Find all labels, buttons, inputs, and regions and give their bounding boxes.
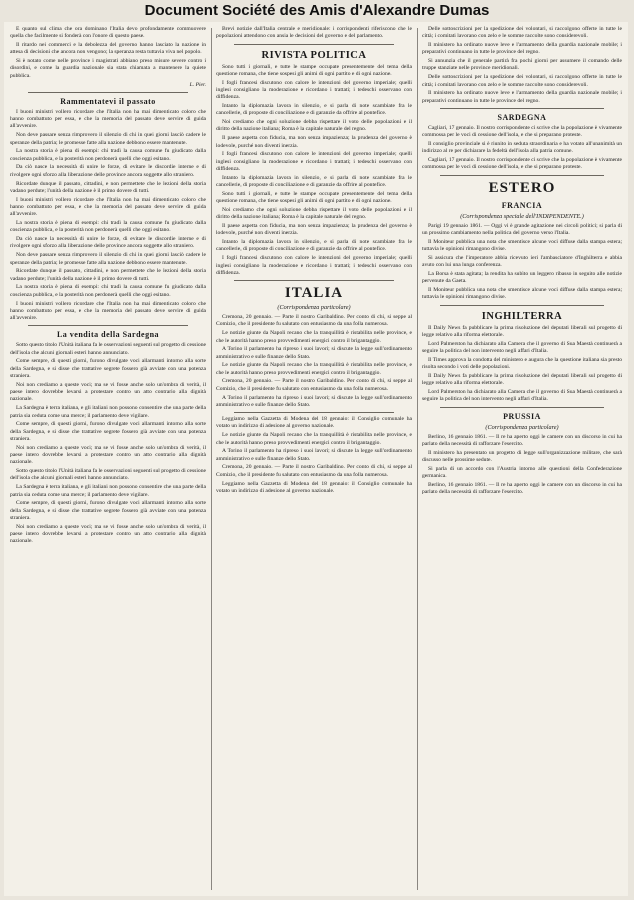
separator bbox=[440, 407, 604, 408]
section-subtitle: (Corrispondenza particolare) bbox=[277, 304, 351, 312]
section-heading: ITALIA bbox=[284, 285, 344, 302]
paragraph: La nostra storia è piena di esempi: chi tradì la causa comune fu giudicato dalla coscienza pubblica, e la posterità non perdonerà quelli che oggi esitano. bbox=[10, 148, 206, 162]
paragraph: Si assicura che l'imperatore abbia ricevuto ieri l'ambasciatore d'Inghilterra e abbia avuto con lui una lunga conferenza. bbox=[422, 254, 622, 269]
separator bbox=[234, 280, 394, 281]
paragraph: Intanto la diplomazia lavora in silenzio, e si parla di note scambiate fra le cancellerie, di proposte di conciliazione e di garanzie da offrire al pontefice. bbox=[216, 103, 412, 117]
paragraph: Parigi 19 gennaio 1861. — Oggi vi è grande agitazione nei circoli politici; si parla di un prossimo cambiamento nella politica del governo verso l'Italia. bbox=[422, 222, 622, 237]
paragraph: Intanto la diplomazia lavora in silenzio, e si parla di note scambiate fra le cancellerie, di proposte di conciliazione e di garanzie da offrire al pontefice. bbox=[216, 174, 412, 189]
paragraph: Il paese aspetta con fiducia, ma non senza impazienza; la prudenza del governo è lodevole, purché non diventi inerzia. bbox=[216, 135, 412, 149]
separator bbox=[28, 92, 188, 93]
paragraph: Sotto questo titolo l'Unità italiana fa le osservazioni seguenti sul progetto di cessione dell'isola che alcuni giornali esteri hanno annunciato. bbox=[10, 342, 206, 356]
paragraph: Leggiamo nella Gazzetta di Modena del 18 gennaio: il Consiglio comunale ha votato un indirizzo di adesione al governo nazionale. bbox=[216, 480, 412, 494]
paragraph: A Torino il parlamento ha ripreso i suoi lavori; si discute la legge sull'ordinamento amministrativo e sulle finanze dello Stato. bbox=[216, 448, 412, 462]
paragraph: I fogli francesi discutono con calore le intenzioni del governo imperiale; quelli inglesi consigliano la moderazione e ricordano i trattati; i tedeschi osservano con diffidenza. bbox=[216, 255, 412, 276]
paragraph: Le notizie giunte da Napoli recano che la tranquillità è ristabilita nelle province, e che le autorità hanno preso provvedimenti energici contro il brigantaggio. bbox=[216, 362, 412, 376]
separator bbox=[440, 305, 604, 306]
article-signature: L. Pier. bbox=[189, 81, 206, 88]
paragraph: Ricordate dunque il passato, cittadini, e non permettete che le lezioni della storia vadano perdute; l'unità della nazione è il primo dovere di tutti. bbox=[10, 180, 206, 194]
paragraph: Il ministero ha presentato un progetto di legge sull'organizzazione militare, che sarà discusso nelle prossime sedute. bbox=[422, 449, 622, 464]
section-heading: ESTERO bbox=[488, 179, 556, 196]
paragraph: Come sempre, di questi giorni, furono divulgate voci allarmanti intorno alla sorte della Sardegna, e si disse che trattative segrete fossero già avviate con una potenza straniera. bbox=[10, 421, 206, 442]
separator bbox=[440, 108, 604, 109]
section-heading: La vendita della Sardegna bbox=[56, 330, 160, 340]
paragraph: La nostra storia è piena di esempi: chi tradì la causa comune fu giudicato dalla coscienza pubblica, e la posterità non perdonerà quelli che oggi esitano. bbox=[10, 220, 206, 234]
newspaper-page bbox=[4, 22, 628, 896]
paragraph: Si annunzia che il generale partirà fra pochi giorni per assumere il comando delle truppe stanziate nelle province meridionali. bbox=[422, 58, 622, 72]
separator bbox=[234, 412, 394, 413]
document-header: Document Société des Amis d'Alexandre Dumas bbox=[144, 2, 490, 19]
paragraph: Le notizie giunte da Napoli recano che la tranquillità è ristabilita nelle province, e che le autorità hanno preso provvedimenti energici contro il brigantaggio. bbox=[216, 330, 412, 344]
separator bbox=[234, 44, 394, 45]
paragraph: Non deve passare senza rimprovero il silenzio di chi in quei giorni lasciò cadere le speranze della patria; le promesse fatte alla nazione debbono essere mantenute. bbox=[10, 252, 206, 266]
paragraph: Cremona, 20 gennaio. — Parte il nostro Garibaldino. Per conto di chi, si seppe al Comizio, che il presidente fu salutato con entusiasmo da una folla numerosa. bbox=[216, 378, 412, 392]
paragraph: I fogli francesi discutono con calore le intenzioni del governo imperiale; quelli inglesi consigliano la moderazione e ricordano i trattati; i tedeschi osservano con diffidenza. bbox=[216, 151, 412, 172]
paragraph: Ricordate dunque il passato, cittadini, e non permettete che le lezioni della storia vadano perdute; l'unità della nazione è il primo dovere di tutti. bbox=[10, 268, 206, 282]
paragraph: Noi crediamo che ogni soluzione debba rispettare il voto delle popolazioni e il diritto della nazione italiana; Roma è la capitale naturale del regno. bbox=[216, 119, 412, 133]
separator bbox=[440, 175, 604, 176]
paragraph: Brevi notizie dall'Italia centrale e meridionale: i corrispondenti riferiscono che le popolazioni attendono con ansia le decisioni del governo e del parlamento. bbox=[216, 26, 412, 40]
paragraph: Noi non crediamo a queste voci; ma se vi fosse anche solo un'ombra di verità, il paese intero dovrebbe levarsi a protestare contro un atto contrario alla dignità nazionale. bbox=[10, 444, 206, 466]
paragraph: La Sardegna è terra italiana, e gli italiani non possono consentire che una parte della patria sia ceduta come una merce; il parlamento deve vigilare. bbox=[10, 405, 206, 419]
section-heading: Rammentatevi il passato bbox=[60, 96, 156, 106]
paragraph: E quanto sul clima che ora dominano l'Italia devo profondamente commuovere quella che facilmente si fonderà con l'onore di questo paese. bbox=[10, 26, 206, 40]
paragraph: Lord Palmerston ha dichiarato alla Camera che il governo di Sua Maestà continuerà a seguire la politica del non intervento negli affari d'Italia. bbox=[422, 389, 622, 403]
paragraph: Leggiamo nella Gazzetta di Modena del 18 gennaio: il Consiglio comunale ha votato un indirizzo di adesione al governo nazionale. bbox=[216, 416, 412, 430]
paragraph: Cremona, 20 gennaio. — Parte il nostro Garibaldino. Per conto di chi, si seppe al Comizio, che il presidente fu salutato con entusiasmo da una folla numerosa. bbox=[216, 314, 412, 328]
paragraph: Noi non crediamo a queste voci; ma se vi fosse anche solo un'ombra di verità, il paese intero dovrebbe levarsi a protestare contro un atto contrario alla dignità nazionale. bbox=[10, 523, 206, 545]
section-heading: RIVISTA POLITICA bbox=[261, 49, 367, 61]
paragraph: I buoni ministri vollero ricordare che l'Italia non ha mai dimenticato coloro che hanno combattuto per essa, e che la memoria del passato deve servire di guida all'avvenire. bbox=[10, 108, 206, 130]
section-heading: FRANCIA bbox=[501, 200, 543, 210]
column-divider bbox=[211, 28, 212, 890]
paragraph: Da ciò nasce la necessità di unire le forze, di evitare le discordie interne e di rivolgere ogni sforzo alla liberazione delle province ancora soggette allo straniero. bbox=[10, 164, 206, 178]
paragraph: Berlino, 16 gennaio 1861. — Il re ha aperto oggi le camere con un discorso in cui ha parlato della necessità di rafforzare l'esercito. bbox=[422, 481, 622, 496]
separator bbox=[28, 325, 188, 326]
paragraph: I buoni ministri vollero ricordare che l'Italia non ha mai dimenticato coloro che hanno combattuto per essa, e che la memoria del passato deve servire di guida all'avvenire. bbox=[10, 196, 206, 218]
paragraph: Il Moniteur pubblica una nota che smentisce alcune voci diffuse dalla stampa estera; tuttavia le opinioni rimangono divise. bbox=[422, 238, 622, 253]
paragraph: Si è notato come nelle province i magistrati abbiano preso misure severe contro i disordini, e come la guardia nazionale sia stata chiamata a mantenere la quiete pubblica. bbox=[10, 58, 206, 79]
paragraph: Delle sottoscrizioni per la spedizione dei volontari, si raccolgono offerte in tutte le città; i comitati lavorano con zelo e le somme raccolte sono considerevoli. bbox=[422, 74, 622, 88]
paragraph: Non deve passare senza rimprovero il silenzio di chi in quei giorni lasciò cadere le speranze della patria; le promesse fatte alla nazione debbono essere mantenute. bbox=[10, 132, 206, 146]
paragraph: Cagliari, 17 gennaio. Il nostro corrispondente ci scrive che la popolazione è vivamente commossa per le voci di cessione dell'isola, e che si preparano proteste. bbox=[422, 157, 622, 171]
paragraph: Il Moniteur pubblica una nota che smentisce alcune voci diffuse dalla stampa estera; tuttavia le opinioni rimangono divise. bbox=[422, 287, 622, 301]
paragraph: Il paese aspetta con fiducia, ma non senza impazienza; la prudenza del governo è lodevole, purché non diventi inerzia. bbox=[216, 223, 412, 237]
paragraph: Lord Palmerston ha dichiarato alla Camera che il governo di Sua Maestà continuerà a seguire la politica del non intervento negli affari d'Italia. bbox=[422, 340, 622, 355]
paragraph: Il ritardo nei commerci e la debolezza del governo hanno lasciato la nazione in attesa di decisioni che ancora non vengono; la speranza resta tuttavia viva nel popolo. bbox=[10, 42, 206, 56]
paragraph: Il ministero ha ordinato nuove leve e l'armamento della guardia nazionale mobile; i preparativi continuano in tutte le province del regno. bbox=[422, 42, 622, 56]
paragraph: Il Times approva la condotta del ministero e augura che la questione italiana sia presto risolta secondo i voti delle popolazioni. bbox=[422, 356, 622, 371]
paragraph: A Torino il parlamento ha ripreso i suoi lavori; si discute la legge sull'ordinamento amministrativo e sulle finanze dello Stato. bbox=[216, 346, 412, 360]
paragraph: Il consiglio provinciale si è riunito in seduta straordinaria e ha votato all'unanimità un indirizzo al re per dichiarare la fedeltà dell'isola alla patria comune. bbox=[422, 141, 622, 155]
section-heading: INGHILTERRA bbox=[481, 310, 563, 322]
paragraph: Il Daily News fa pubblicare la prima risoluzione del deputati liberali sul progetto di legge relativo alla riforma elettorale. bbox=[422, 324, 622, 339]
paragraph: Come sempre, di questi giorni, furono divulgate voci allarmanti intorno alla sorte della Sardegna, e si disse che trattative segrete fossero già avviate con una potenza straniera. bbox=[10, 358, 206, 380]
paragraph: Il ministero ha ordinato nuove leve e l'armamento della guardia nazionale mobile; i preparativi continuano in tutte le province del regno. bbox=[422, 90, 622, 104]
paragraph: Il Daily News fa pubblicare la prima risoluzione del deputati liberali sul progetto di legge relativo alla riforma elettorale. bbox=[422, 373, 622, 387]
paragraph: La Borsa è stata agitata; la rendita ha subìto un leggero ribasso in seguito alle notizie pervenute da Gaeta. bbox=[422, 271, 622, 285]
column-divider bbox=[417, 28, 418, 890]
paragraph: Si parla di un accordo con l'Austria intorno alle questioni della Confederazione germanica. bbox=[422, 465, 622, 480]
paragraph: Cremona, 20 gennaio. — Parte il nostro Garibaldino. Per conto di chi, si seppe al Comizio, che il presidente fu salutato con entusiasmo da una folla numerosa. bbox=[216, 464, 412, 478]
paragraph: I buoni ministri vollero ricordare che l'Italia non ha mai dimenticato coloro che hanno combattuto per essa, e che la memoria del passato deve servire di guida all'avvenire. bbox=[10, 300, 206, 322]
paragraph: Noi non crediamo a queste voci; ma se vi fosse anche solo un'ombra di verità, il paese intero dovrebbe levarsi a protestare contro un atto contrario alla dignità nazionale. bbox=[10, 381, 206, 403]
paragraph: Da ciò nasce la necessità di unire le forze, di evitare le discordie interne e di rivolgere ogni sforzo alla liberazione delle province ancora soggette allo straniero. bbox=[10, 236, 206, 250]
paragraph: Cagliari, 17 gennaio. Il nostro corrispondente ci scrive che la popolazione è vivamente commossa per le voci di cessione dell'isola, e che si preparano proteste. bbox=[422, 124, 622, 139]
section-heading: PRUSSIA bbox=[503, 411, 541, 421]
paragraph: Sono tutti i giornali, e tutte le stampe occupate presentemente del tema della questione romana, che tiene sospesi gli animi di ogni partito e di ogni nazione. bbox=[216, 63, 412, 77]
paragraph: Noi crediamo che ogni soluzione debba rispettare il voto delle popolazioni e il diritto della nazione italiana; Roma è la capitale naturale del regno. bbox=[216, 206, 412, 221]
column-left bbox=[10, 26, 206, 892]
section-subtitle: (Corrispondenza speciale dell'INDIPENDENTE.) bbox=[460, 212, 584, 220]
paragraph: Intanto la diplomazia lavora in silenzio, e si parla di note scambiate fra le cancellerie, di proposte di conciliazione e di garanzie da offrire al pontefice. bbox=[216, 239, 412, 253]
paragraph: A Torino il parlamento ha ripreso i suoi lavori; si discute la legge sull'ordinamento amministrativo e sulle finanze dello Stato. bbox=[216, 394, 412, 408]
paragraph: Le notizie giunte da Napoli recano che la tranquillità è ristabilita nelle province, e che le autorità hanno preso provvedimenti energici contro il brigantaggio. bbox=[216, 432, 412, 446]
paragraph: La nostra storia è piena di esempi: chi tradì la causa comune fu giudicato dalla coscienza pubblica, e la posterità non perdonerà quelli che oggi esitano. bbox=[10, 284, 206, 298]
column-right bbox=[422, 26, 622, 892]
paragraph: Berlino, 16 gennaio 1861. — Il re ha aperto oggi le camere con un discorso in cui ha parlato della necessità di rafforzare l'esercito. bbox=[422, 433, 622, 447]
paragraph: La Sardegna è terra italiana, e gli italiani non possono consentire che una parte della patria sia ceduta come una merce; il parlamento deve vigilare. bbox=[10, 484, 206, 498]
paragraph: Sotto questo titolo l'Unità italiana fa le osservazioni seguenti sul progetto di cessione dell'isola che alcuni giornali esteri hanno annunciato. bbox=[10, 468, 206, 482]
paragraph: Come sempre, di questi giorni, furono divulgate voci allarmanti intorno alla sorte della Sardegna, e si disse che trattative segrete fossero già avviate con una potenza straniera. bbox=[10, 500, 206, 521]
paragraph: Delle sottoscrizioni per la spedizione dei volontari, si raccolgono offerte in tutte le città; i comitati lavorano con zelo e le somme raccolte sono considerevoli. bbox=[422, 26, 622, 40]
paragraph: I fogli francesi discutono con calore le intenzioni del governo imperiale; quelli inglesi consigliano la moderazione e ricordano i trattati; i tedeschi osservano con diffidenza. bbox=[216, 79, 412, 101]
section-subtitle: (Corrispondenza particolare) bbox=[485, 423, 559, 431]
column-middle bbox=[216, 26, 412, 892]
section-heading: SARDEGNA bbox=[497, 112, 547, 122]
paragraph: Sono tutti i giornali, e tutte le stampe occupate presentemente del tema della questione romana, che tiene sospesi gli animi di ogni partito e di ogni nazione. bbox=[216, 190, 412, 205]
